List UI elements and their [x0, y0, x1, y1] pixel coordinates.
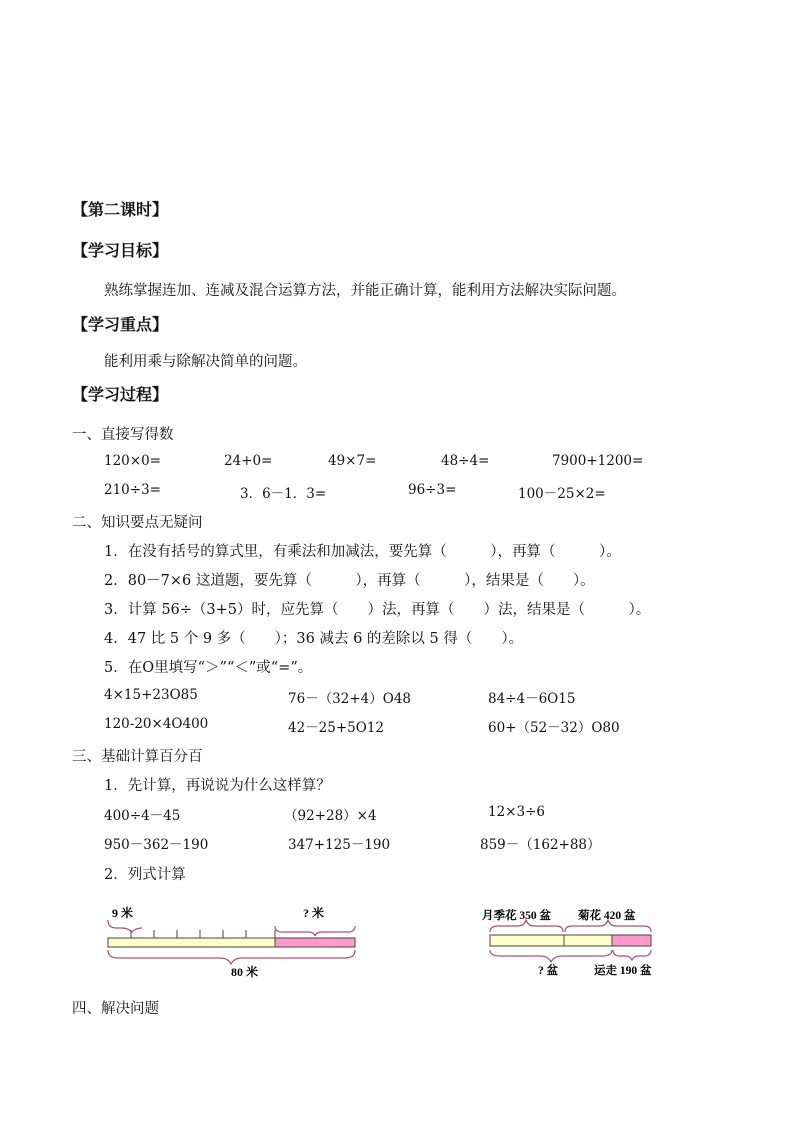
bracket — [108, 950, 355, 964]
diagram-label: 9 米 — [112, 906, 134, 920]
calc-item: 7900+1200= — [552, 453, 644, 469]
calc-item: 24+0= — [224, 453, 273, 469]
compare-item: 42－25+5O12 — [288, 720, 385, 736]
bracket — [613, 950, 651, 960]
calc-item: 12×3÷6 — [488, 804, 545, 820]
diagram-label: 菊花 420 盆 — [578, 910, 636, 922]
section-3-question-2: 2．列式计算 — [104, 867, 186, 883]
calc-item: 400÷4－45 — [104, 808, 181, 824]
calc-item: 3．6－1．3= — [240, 486, 327, 502]
goal-text: 熟练掌握连加、连减及混合运算方法，并能正确计算，能利用方法解决实际问题。 — [104, 283, 626, 299]
calc-item: 96÷3= — [408, 482, 457, 498]
bracket — [275, 926, 355, 936]
focus-text: 能利用乘与除解决简单的问题。 — [104, 354, 307, 370]
section-4-title: 四、解决问题 — [72, 1001, 159, 1017]
section-1-title: 一、直接写得数 — [72, 427, 174, 443]
calc-item: 859－（162+88） — [480, 837, 601, 853]
section-3-title: 三、基础计算百分百 — [72, 749, 203, 765]
bar-yellow — [490, 935, 564, 946]
compare-item: 4×15+23O85 — [104, 687, 198, 703]
calc-item: 100－25×2= — [518, 486, 606, 502]
calc-item: 48÷4= — [441, 453, 490, 469]
calc-item: 120×0= — [104, 453, 161, 469]
tick-marks — [131, 930, 275, 938]
diagram-label: 月季花 350 盆 — [482, 910, 551, 922]
calc-item: 347+125－190 — [288, 837, 391, 853]
compare-item: 76－（32+4）O48 — [288, 691, 412, 707]
question-4: 4．47 比 5 个 9 多（ ）；36 减去 6 的差除以 5 得（ ）。 — [104, 631, 524, 647]
calc-item: （92+28）×4 — [284, 808, 377, 824]
bracket — [108, 920, 142, 932]
line-diagram-1 — [100, 900, 370, 980]
goal-heading: 【学习目标】 — [72, 241, 169, 260]
bracket — [490, 950, 612, 962]
line-diagram-2 — [480, 900, 665, 980]
bar-pink — [275, 938, 355, 947]
diagram-label: ? 盆 — [538, 965, 559, 977]
bar-yellow — [564, 935, 612, 946]
compare-item: 60+（52－32）O80 — [488, 720, 620, 736]
calc-item: 49×7= — [328, 453, 377, 469]
diagram-label: 运走 190 盆 — [594, 965, 652, 977]
question-5: 5．在O里填写“＞”“＜”或“=”。 — [104, 660, 313, 676]
compare-item: 84÷4－6O15 — [488, 691, 576, 707]
question-3: 3．计算 56÷（3+5）时，应先算（ ）法，再算（ ）法，结果是（ ）。 — [104, 602, 651, 618]
diagram-label: 80 米 — [231, 965, 259, 979]
section-3-question-1: 1．先计算，再说说为什么这样算？ — [104, 778, 331, 794]
lesson-heading: 【第二课时】 — [72, 200, 169, 219]
question-2: 2．80－7×6 这道题，要先算（ ），再算（ ），结果是（ ）。 — [104, 573, 595, 589]
bar-yellow — [108, 938, 275, 947]
section-2-title: 二、知识要点无疑问 — [72, 515, 203, 531]
focus-heading: 【学习重点】 — [72, 315, 169, 334]
bar-pink — [612, 935, 651, 946]
calc-item: 210÷3= — [104, 482, 161, 498]
question-1: 1．在没有括号的算式里，有乘法和加减法，要先算（ ），再算（ ）。 — [104, 544, 621, 560]
calc-item: 950－362－190 — [104, 837, 209, 853]
process-heading: 【学习过程】 — [72, 385, 169, 404]
compare-item: 120-20×4O400 — [104, 716, 209, 732]
diagram-label: ? 米 — [303, 906, 325, 920]
